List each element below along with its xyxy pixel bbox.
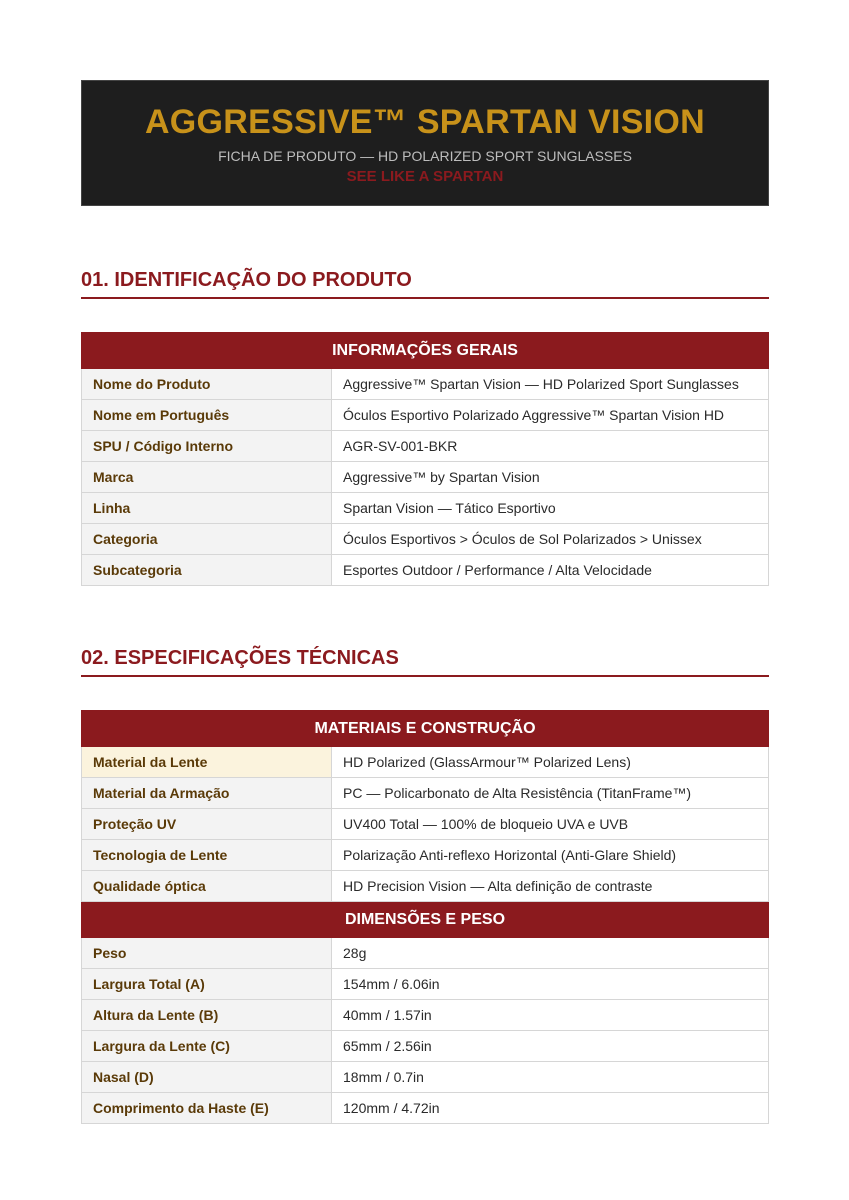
row-label: Nasal (D) [82, 1062, 332, 1093]
product-sheet [81, 80, 769, 1124]
row-value: HD Precision Vision — Alta definição de contraste [332, 871, 769, 902]
row-value: 65mm / 2.56in [332, 1031, 769, 1062]
product-tagline: SEE LIKE A SPARTAN [346, 168, 504, 185]
header-banner [81, 80, 769, 206]
table-row [82, 369, 769, 400]
table-row [82, 871, 769, 902]
row-label: Comprimento da Haste (E) [82, 1093, 332, 1124]
row-value: Óculos Esportivo Polarizado Aggressive™ Spartan Vision HD [332, 400, 769, 431]
row-label: Qualidade óptica [82, 871, 332, 902]
row-value: HD Polarized (GlassArmour™ Polarized Lens) [332, 747, 769, 778]
row-value: Aggressive™ Spartan Vision — HD Polarized Sport Sunglasses [332, 369, 769, 400]
row-label: Largura Total (A) [82, 969, 332, 1000]
row-value: 40mm / 1.57in [332, 1000, 769, 1031]
row-value: 120mm / 4.72in [332, 1093, 769, 1124]
table-row [82, 1093, 769, 1124]
table-row [82, 747, 769, 778]
row-label: Material da Lente [82, 747, 332, 778]
row-label: Proteção UV [82, 809, 332, 840]
table-row [82, 1031, 769, 1062]
table-row [82, 493, 769, 524]
table-row [82, 778, 769, 809]
product-title: AGGRESSIVE™ SPARTAN VISION [144, 103, 706, 141]
table-row [82, 809, 769, 840]
row-label: Tecnologia de Lente [82, 840, 332, 871]
row-label: Categoria [82, 524, 332, 555]
row-value: AGR-SV-001-BKR [332, 431, 769, 462]
row-value: Polarização Anti-reflexo Horizontal (Anti-Glare Shield) [332, 840, 769, 871]
table-row [82, 1062, 769, 1093]
row-value: Aggressive™ by Spartan Vision [332, 462, 769, 493]
table-row [82, 969, 769, 1000]
table-row [82, 1000, 769, 1031]
table-row [82, 555, 769, 586]
row-value: Esportes Outdoor / Performance / Alta Velocidade [332, 555, 769, 586]
row-label: SPU / Código Interno [82, 431, 332, 462]
table-row [82, 840, 769, 871]
row-value: 18mm / 0.7in [332, 1062, 769, 1093]
section-title-specifications: 02. ESPECIFICAÇÕES TÉCNICAS [81, 646, 769, 677]
row-label: Marca [82, 462, 332, 493]
section-title-identification: 01. IDENTIFICAÇÃO DO PRODUTO [81, 268, 769, 299]
row-label: Altura da Lente (B) [82, 1000, 332, 1031]
row-label: Material da Armação [82, 778, 332, 809]
row-value: PC — Policarbonato de Alta Resistência (TitanFrame™) [332, 778, 769, 809]
table-header-materials: MATERIAIS E CONSTRUÇÃO [82, 711, 769, 747]
row-label: Peso [82, 938, 332, 969]
row-value: Spartan Vision — Tático Esportivo [332, 493, 769, 524]
row-value: UV400 Total — 100% de bloqueio UVA e UVB [332, 809, 769, 840]
row-value: 28g [332, 938, 769, 969]
table-header-general-info: INFORMAÇÕES GERAIS [82, 333, 769, 369]
specifications-table [81, 710, 769, 1124]
general-info-table [81, 332, 769, 586]
row-label: Subcategoria [82, 555, 332, 586]
table-row [82, 524, 769, 555]
product-subtitle: FICHA DE PRODUTO — HD POLARIZED SPORT SUNGLASSES [218, 148, 632, 164]
row-label: Nome do Produto [82, 369, 332, 400]
table-row [82, 400, 769, 431]
table-header-dimensions: DIMENSÕES E PESO [82, 902, 769, 938]
table-row [82, 431, 769, 462]
row-label: Largura da Lente (C) [82, 1031, 332, 1062]
row-label: Linha [82, 493, 332, 524]
row-value: Óculos Esportivos > Óculos de Sol Polarizados > Unissex [332, 524, 769, 555]
table-row [82, 462, 769, 493]
table-row [82, 938, 769, 969]
row-value: 154mm / 6.06in [332, 969, 769, 1000]
row-label: Nome em Português [82, 400, 332, 431]
